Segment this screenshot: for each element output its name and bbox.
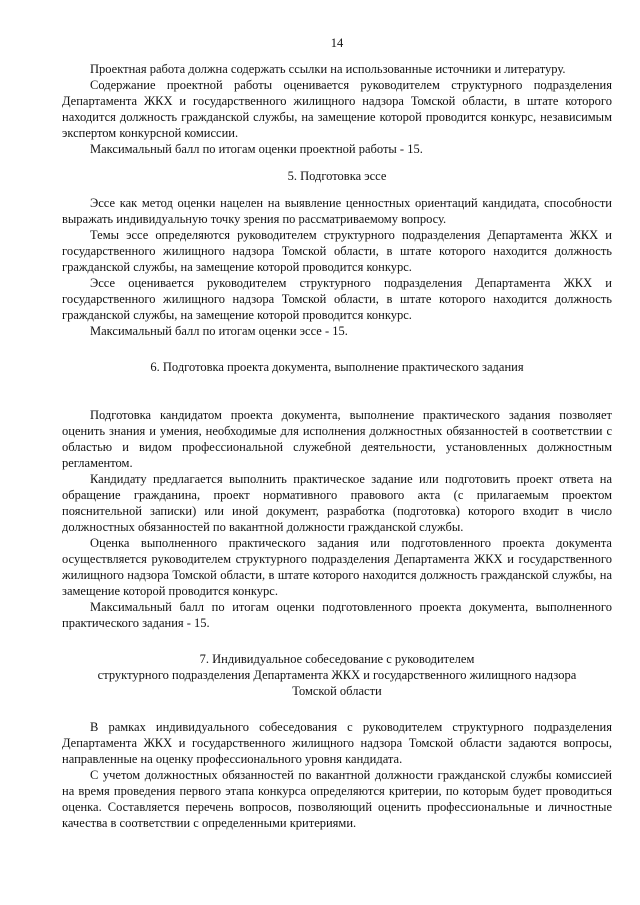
paragraph-essay-method: Эссе как метод оценки нацелен на выявление ценностных ориентаций кандидата, способности выражать индивидуальную точку зрения по рассматриваемому вопросу.	[62, 196, 612, 226]
paragraph-sources: Проектная работа должна содержать ссылки на использованные источники и литературу.	[90, 62, 566, 76]
paragraph-practical-evaluation: Оценка выполненного практического задания или подготовленного проекта документа осуществляется руководителем структурного подразделения Департамента ЖКХ и государственного жилищного надзора Томской области, в штате которого находится должность гражданской службы, на замещение которой проводится конкурс.	[62, 536, 612, 598]
section-heading-essay: 5. Подготовка эссе	[287, 169, 387, 183]
section-heading-practical-task: 6. Подготовка проекта документа, выполнение практического задания	[150, 360, 524, 374]
paragraph-practical-purpose: Подготовка кандидатом проекта документа, выполнение практического задания позволяет оценить знания и умения, необходимые для исполнения должностных обязанностей в соответствии с областью и видом профессиональной служебной деятельности, установленных должностным регламентом.	[62, 408, 612, 470]
page-number: 14	[330, 36, 344, 50]
paragraph-essay-max-score: Максимальный балл по итогам оценки эссе - 15.	[90, 324, 348, 338]
paragraph-interview-questions: В рамках индивидуального собеседования с руководителем структурного подразделения Департамента ЖКХ и государственного жилищного надзора Томской области задаются вопросы, направленные на оценку профессионального уровня кандидата.	[62, 720, 612, 766]
section-heading-interview-line1: 7. Индивидуальное собеседование с руководителем	[199, 652, 475, 666]
section-heading-interview-line3: Томской области	[292, 684, 382, 698]
paragraph-interview-criteria: С учетом должностных обязанностей по вакантной должности гражданской службы комиссией на время проведения первого этапа конкурса определяются критерии, по которым будет проводиться оценка. Составляется перечень вопросов, позволяющий оценить профессиональные и личностные качества в соответствии с определенными критериями.	[62, 768, 612, 830]
paragraph-practical-max-score: Максимальный балл по итогам оценки подготовленного проекта документа, выполненного практического задания - 15.	[62, 600, 612, 630]
paragraph-essay-evaluation: Эссе оценивается руководителем структурного подразделения Департамента ЖКХ и государственного жилищного надзора Томской области, в штате которого находится должность гражданской службы, на замещение которой проводится конкурс.	[62, 276, 612, 322]
section-heading-interview-line2: структурного подразделения Департамента ЖКХ и государственного жилищного надзора	[97, 668, 577, 682]
paragraph-project-max-score: Максимальный балл по итогам оценки проектной работы - 15.	[90, 142, 423, 156]
paragraph-project-evaluation: Содержание проектной работы оценивается руководителем структурного подразделения Департамента ЖКХ и государственного жилищного надзора Томской области, в штате которого находится должность гражданской службы, на замещение которой проводится конкурс, независимым экспертом конкурсной комиссии.	[62, 78, 612, 140]
paragraph-essay-topics: Темы эссе определяются руководителем структурного подразделения Департамента ЖКХ и государственного жилищного надзора Томской области, в штате которого находится должность гражданской службы, на замещение которой проводится конкурс.	[62, 228, 612, 274]
paragraph-practical-assignment: Кандидату предлагается выполнить практическое задание или подготовить проект ответа на обращение гражданина, проект нормативного правового акта (с прилагаемым проектом пояснительной записки) или иной документ, разработка (подготовка) которого входит в число должностных обязанностей по вакантной должности гражданской службы.	[62, 472, 612, 534]
